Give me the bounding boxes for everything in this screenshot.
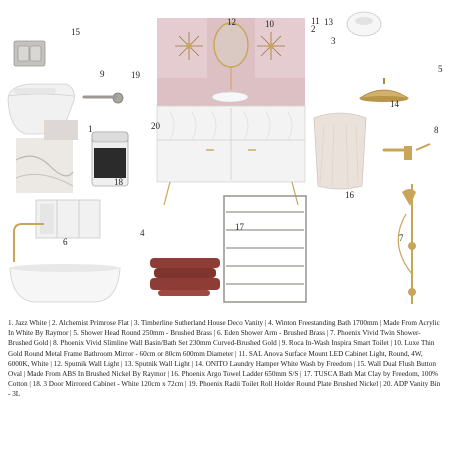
item-number: 19 xyxy=(131,70,140,80)
item-number: 4 xyxy=(140,228,145,238)
product-legend: 1. Jazz White | 2. Alchemist Primrose Flat | 3. Timberline Sutherland House Deco Vanity | 4. Winton Freestanding Bath 1700mm | Made From Acrylic In White By Raymor | 5. Shower Head Round 250mm - Brushed Brass | 6. Eden Shower Arm - Brushed Brass | 7. Phoenix Vivid Twin Shower-Brushed Gold | 8. Phoenix Vivid Slimline Wall Basin/Bath Set 230mm Curved-Brushed Gold | 9. Roca In-Wash Inspira Smart Toilet | 10. Luxe Thin Gold Round Metal Frame Bathroom Mirror - 60cm or 80cm 600mm Diameter | 11. SAL Anova Surface Mount LED Cabinet Light, Round, 4W, 6000K, White | 12. Sputnik Wall Light | 13. Sputnik Wall Light | 14. ONITO Laundry Hamper White Wash by Freedom | 15. Wall Dual Flush Button Oval | Made From ABS In Brushed Nickel By Raymor | 16. Phoenix Argo Towel Ladder 650mm S/S | 17. TUSCA Bath Mat Clay by Freedom, 100% Cotton | 18. 3 Door Mirrored Cabinet - White 120cm x 72cm | 19. Phoenix Radii Toilet Roll Holder Round Plate Brushed Nickel | 20. ADP Vanity Bin - 3L xyxy=(8,319,441,399)
vanity-scene xyxy=(157,18,305,205)
item-number: 17 xyxy=(235,222,244,232)
item-number: 14 xyxy=(390,99,399,109)
cabinet-light xyxy=(347,12,381,36)
shower-head xyxy=(360,78,408,102)
toilet-roll-holder xyxy=(84,93,123,103)
item-number: 3 xyxy=(331,36,336,46)
towel-stack xyxy=(150,258,220,296)
shower-rail-set xyxy=(398,184,416,304)
item-number: 18 xyxy=(114,177,123,187)
item-number: 16 xyxy=(345,190,354,200)
item-number: 5 xyxy=(438,64,443,74)
basin-mixer-set xyxy=(384,144,430,160)
item-number: 12 xyxy=(227,17,236,27)
item-number: 15 xyxy=(71,27,80,37)
item-number: 20 xyxy=(151,121,160,131)
item-number: 7 xyxy=(399,233,404,243)
flush-button-plate xyxy=(14,41,45,66)
towel-ladder xyxy=(224,196,306,302)
item-number: 9 xyxy=(100,69,105,79)
item-number: 13 xyxy=(324,17,333,27)
item-number: 6 xyxy=(63,237,68,247)
item-number: 2 xyxy=(311,24,316,34)
mirrored-cabinet xyxy=(36,200,100,238)
laundry-hamper xyxy=(314,113,366,189)
item-number: 8 xyxy=(434,125,439,135)
item-number: 1 xyxy=(88,124,93,134)
item-number: 11 xyxy=(311,16,320,26)
item-number: 10 xyxy=(265,19,274,29)
